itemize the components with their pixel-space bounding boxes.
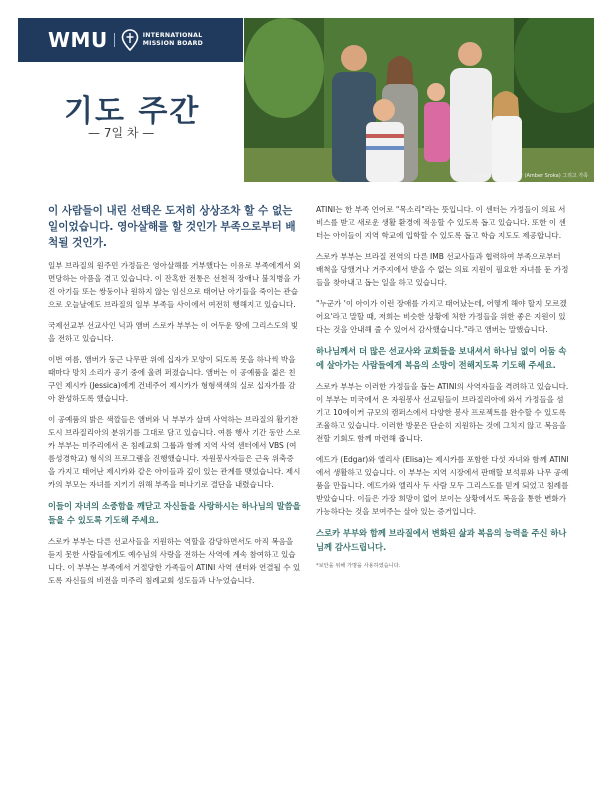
photo-caption: 닉 (Nick)과 앰버 스로카 (Amber Sroka) 그리고 가족 — [469, 173, 588, 179]
page-title: 기도 주간 — [64, 94, 201, 129]
imb-line-2: MISSION BOARD — [142, 40, 204, 47]
imb-line-1: INTERNATIONAL — [142, 32, 203, 39]
body-paragraph: 스로카 부부는 브라질 전역의 다른 IMB 선교사들과 협력하여 부족으로부터 배척을 당했거나 거주지에서 받을 수 없는 의료 지원이 필요한 자녀를 둔 가정들을 찾아내고 돕는 일을 하고 있습니다. — [316, 252, 569, 287]
body-paragraph: 일부 브라질의 원주민 가정들은 영아살해를 거부했다는 이유로 부족에게서 외면당하는 아픔을 겪고 있습니다. 이 잔혹한 전통은 선천적 장애나 불치병을 가진 아기들 또는 쌍둥이나 원하지 않는 임신으로 태어난 아기들을 죽이는 관습으로 오늘날에도 브라질의 일부 부족들 사이에서 여전히 행해지고 있습니다. — [48, 261, 301, 309]
body-paragraph: 스로카 부부는 다른 선교사들을 지원하는 역할을 감당하면서도 아직 복음을 듣지 못한 사람들에게도 예수님의 사랑을 전하는 사역에 계속 참여하고 있습니다. 이 부부는 부족에서 거절당한 가족들이 ATINI 사역 센터와 연결될 수 있도록 자신들의 비전을 미주리 침례교회 성도들과 나누었습니다. — [48, 537, 301, 585]
body-paragraph: 이 공예품의 밝은 색깔들은 앰버와 닉 부부가 살며 사역하는 브라질의 활기찬 도시 브라질리아의 분위기를 그대로 담고 있습니다. 여름 행사 기간 동안 스로카 부부는 미주리에서 온 침례교회 그룹과 함께 지역 사역 센터에서 VBS (여름성경학교) 형식의 프로그램을 진행했습니다. 자원봉사자들은 근육 위축증을 가지고 태어난 제시카와 같은 아이들과 깊이 있는 관계를 맺었습니다. 제시카의 부모는 자녀를 지키기 위해 부족을 떠나기로 결단을 내렸습니다. — [48, 415, 301, 489]
family-photo — [244, 18, 594, 182]
logo-divider — [114, 33, 115, 47]
left-column — [48, 203, 301, 595]
lead-paragraph: 이 사람들이 내린 선택은 도저히 상상조차 할 수 없는 일이었습니다. 영아살해를 할 것인가 부족으로부터 배척될 것인가. — [48, 205, 296, 249]
body-paragraph: 에드가 (Edgar)와 엘리사 (Elisa)는 제시카를 포함한 다섯 자녀와 함께 ATINI에서 생활하고 있습니다. 이 부부는 지역 시장에서 판매할 보석류와 나무 공예품을 만듭니다. 에드가와 엘리사 두 사람 모두 그리스도를 믿게 되었고 침례를 받았습니다. 이들은 가장 희망이 없어 보이는 상황에서도 복음을 통한 변화가 가능하다는 것을 보여주는 살아 있는 증거입니다. — [316, 455, 569, 516]
wmu-logo: WMU — [48, 28, 108, 52]
prayer-request: 이들이 자녀의 소중함을 깨닫고 자신들을 사랑하시는 하나님의 말씀을 들을 수 있도록 기도해 주세요. — [48, 501, 301, 525]
imb-logo-text — [143, 32, 203, 48]
prayer-request: 하나님께서 더 많은 선교사와 교회들을 보내셔서 하나님 없이 어둠 속에 살아가는 사람들에게 복음의 소망이 전해지도록 기도해 주세요. — [316, 346, 567, 370]
body-paragraph: "누군가 '이 아이가 이런 장애를 가지고 태어났는데, 어떻게 해야 할지 모르겠어요'라고 말할 때, 저희는 비슷한 상황에 처한 가정들을 위한 좋은 지원이 있다는 것을 안내해 줄 수 있어서 감사했습니다."라고 앰버는 말했습니다. — [316, 299, 567, 334]
body-paragraph: 이번 여름, 앰버가 둥근 나무판 위에 십자가 모양이 되도록 못을 하나씩 박을 때마다 망치 소리가 공기 중에 울려 퍼졌습니다. 앰버는 이 공예품을 젊은 친구인 제시카 (Jessica)에게 건네주어 제시카가 형형색색의 실로 십자가를 감아 완성하도록 했습니다. — [48, 355, 296, 403]
body-paragraph: 국제선교부 선교사인 닉과 앰버 스로카 부부는 이 어두운 땅에 그리스도의 빛을 전하고 있습니다. — [48, 321, 298, 343]
prayer-request: 스로카 부부와 함께 브라질에서 변화된 삶과 복음의 능력을 주신 하나님께 감사드립니다. — [316, 528, 567, 552]
right-column — [316, 203, 570, 578]
page-subtitle: — 7일 차 — — [88, 126, 155, 140]
body-paragraph: ATINI는 한 부족 언어로 "목소리"라는 뜻입니다. 이 센터는 가정들이 의료 서비스를 받고 새로운 생활 환경에 적응할 수 있도록 돕고 있습니다. 또한 이 센터는 아이들이 지역 학교에 입학할 수 있도록 돕고 학습 지도도 제공합니다. — [316, 205, 566, 240]
footnote: *보안을 위해 가명을 사용하였습니다. — [316, 563, 401, 569]
family-photo-image — [244, 18, 594, 182]
logo-bar — [18, 18, 243, 62]
imb-pin-icon — [121, 29, 139, 51]
body-paragraph: 스로카 부부는 이러한 가정들을 돕는 ATINI의 사역자들을 격려하고 있습니다. 이 부부는 미국에서 온 자원봉사 선교팀들이 브라질리아에 와서 가정들을 섬기고 10에이커 규모의 캠퍼스에서 다양한 봉사 프로젝트를 완수할 수 있도록 조율하고 있습니다. 이러한 방문은 단순히 지원하는 것에 그치지 않고 복음을 전할 기회도 함께 마련해 줍니다. — [316, 382, 569, 443]
